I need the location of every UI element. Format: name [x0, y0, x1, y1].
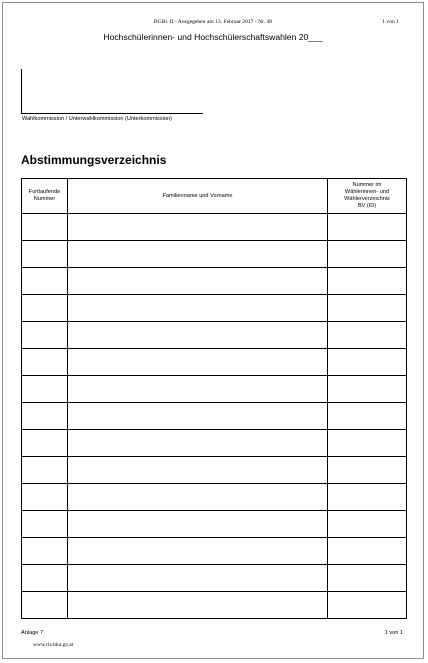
table-row: [22, 241, 407, 268]
table-row: [22, 268, 407, 295]
cell-voter-id: [328, 403, 407, 430]
cell-name: [68, 538, 328, 565]
cell-name: [68, 295, 328, 322]
table-row: [22, 376, 407, 403]
table-row: [22, 322, 407, 349]
col-header-voter-id-line: Wählerverzeichnis: [344, 196, 390, 202]
footer-url: www.ris.bka.gv.at: [33, 642, 74, 648]
cell-name: [68, 511, 328, 538]
cell-number: [22, 565, 68, 592]
cell-voter-id: [328, 538, 407, 565]
cell-name: [68, 349, 328, 376]
cell-voter-id: [328, 295, 407, 322]
cell-number: [22, 295, 68, 322]
cell-name: [68, 457, 328, 484]
table-header-row: [22, 179, 407, 214]
cell-name: [68, 484, 328, 511]
cell-name: [68, 322, 328, 349]
col-header-number: [22, 179, 68, 214]
table-row: [22, 484, 407, 511]
table-row: [22, 403, 407, 430]
cell-number: [22, 430, 68, 457]
cell-name: [68, 241, 328, 268]
cell-voter-id: [328, 511, 407, 538]
col-header-voter-id-line: Nummer im: [352, 182, 382, 188]
election-title: Hochschülerinnen- und Hochschülerschaftswahlen 20___: [103, 32, 323, 42]
cell-voter-id: [328, 322, 407, 349]
cell-number: [22, 457, 68, 484]
table-row: [22, 295, 407, 322]
cell-number: [22, 349, 68, 376]
cell-voter-id: [328, 430, 407, 457]
cell-name: [68, 376, 328, 403]
gazette-page-number: 1 von 1: [382, 19, 399, 25]
signature-box-bottom-rule: [21, 113, 203, 114]
cell-name: [68, 403, 328, 430]
table-row: [22, 457, 407, 484]
table-row: [22, 511, 407, 538]
cell-voter-id: [328, 376, 407, 403]
table-row: [22, 349, 407, 376]
col-header-voter-id: [328, 179, 407, 214]
cell-voter-id: [328, 565, 407, 592]
cell-number: [22, 592, 68, 619]
cell-number: [22, 403, 68, 430]
cell-number: [22, 376, 68, 403]
commission-label: Wahlkommission / Unterwahlkommission (Unterkommission): [22, 116, 172, 122]
document-page: [2, 2, 424, 659]
cell-number: [22, 484, 68, 511]
signature-box-left-rule: [21, 69, 22, 113]
cell-number: [22, 511, 68, 538]
footer-page-number: 1 von 1: [384, 630, 403, 636]
cell-number: [22, 268, 68, 295]
cell-number: [22, 322, 68, 349]
col-header-voter-id-line: Wählerinnen- und: [344, 189, 390, 195]
cell-name: [68, 565, 328, 592]
table-body: [22, 214, 407, 619]
voting-register-table: [21, 178, 407, 619]
cell-name: [68, 214, 328, 241]
cell-name: [68, 430, 328, 457]
cell-number: [22, 241, 68, 268]
cell-voter-id: [328, 349, 407, 376]
cell-voter-id: [328, 484, 407, 511]
cell-number: [22, 214, 68, 241]
table-row: [22, 430, 407, 457]
col-header-name-label: Familienname und Vorname: [162, 192, 233, 199]
cell-name: [68, 268, 328, 295]
cell-voter-id: [328, 592, 407, 619]
page-heading: Abstimmungsverzeichnis: [21, 153, 167, 167]
table-row: [22, 538, 407, 565]
cell-number: [22, 538, 68, 565]
footer-annex: Anlage 7: [21, 630, 44, 636]
table-row: [22, 565, 407, 592]
cell-voter-id: [328, 241, 407, 268]
cell-voter-id: [328, 268, 407, 295]
col-header-name: [68, 179, 328, 214]
col-header-number-label: Fortlaufende Nummer: [28, 189, 61, 202]
cell-voter-id: [328, 457, 407, 484]
cell-voter-id: [328, 214, 407, 241]
gazette-publication: BGBl. II - Ausgegeben am 13. Februar 2017 - Nr. 48: [153, 19, 273, 25]
cell-name: [68, 592, 328, 619]
col-header-voter-id-line: BV (ID): [357, 203, 377, 209]
table-row: [22, 592, 407, 619]
table-row: [22, 214, 407, 241]
